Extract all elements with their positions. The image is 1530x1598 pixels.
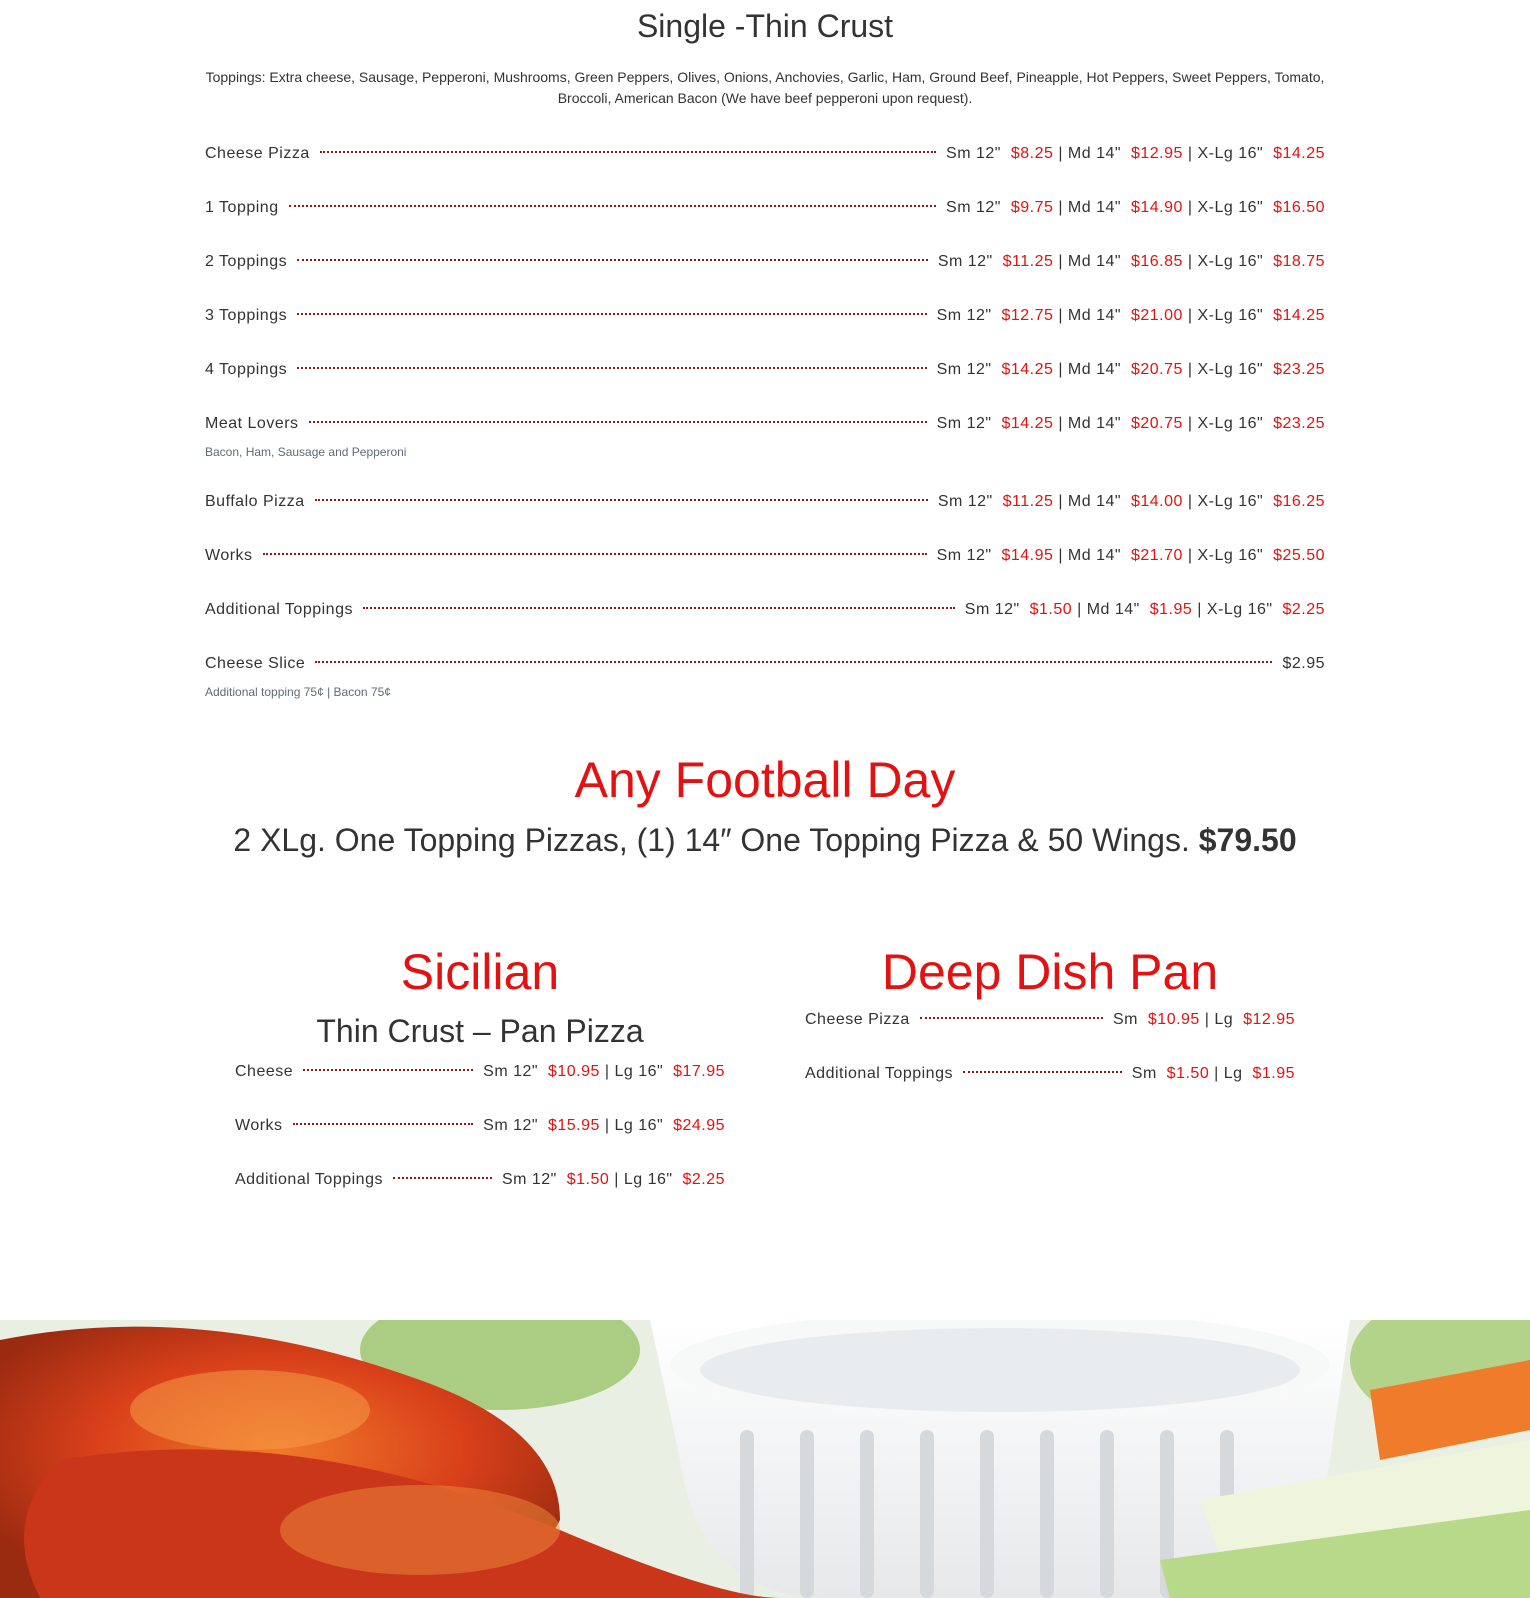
menu-item — [205, 358, 1325, 412]
size-label: X-Lg 16" — [1197, 253, 1264, 270]
dotted-leader — [289, 205, 936, 207]
size-label: X-Lg 16" — [1206, 601, 1273, 618]
menu-item-name: 1 Topping — [205, 199, 279, 216]
size-label: Md 14" — [1067, 547, 1122, 564]
price: $16.50 — [1273, 199, 1325, 216]
menu-item-prices: Sm 12" $14.25 | Md 14" $20.75 | X-Lg 16" $23.25 — [936, 415, 1325, 432]
price: $21.70 — [1130, 547, 1183, 564]
menu-item-name: Cheese Pizza — [805, 1011, 910, 1028]
menu-item — [805, 1008, 1295, 1062]
deep-dish-title: Deep Dish Pan — [881, 944, 1219, 1000]
size-label: Sm 12" — [946, 199, 1001, 216]
dotted-leader — [363, 607, 955, 609]
size-label: Sm 12" — [946, 145, 1001, 162]
dotted-leader — [920, 1017, 1103, 1019]
dotted-leader — [263, 553, 927, 555]
price: $25.50 — [1273, 547, 1325, 564]
thin-crust-section — [205, 0, 1325, 730]
size-label: Lg 16" — [614, 1063, 664, 1080]
menu-item-prices: Sm 12" $14.95 | Md 14" $21.70 | X-Lg 16" $25.50 — [936, 547, 1325, 564]
price: $18.75 — [1273, 253, 1325, 270]
size-label: Md 14" — [1067, 415, 1122, 432]
size-label: X-Lg 16" — [1197, 493, 1264, 510]
dotted-leader — [297, 259, 928, 261]
sicilian-title: Sicilian — [400, 944, 560, 1000]
size-label: X-Lg 16" — [1197, 361, 1264, 378]
menu-item-prices: Sm 12" $15.95 | Lg 16" $24.95 — [483, 1117, 725, 1134]
dotted-leader — [309, 421, 927, 423]
menu-item-name: 4 Toppings — [205, 361, 288, 378]
menu-item-prices: Sm 12" $10.95 | Lg 16" $17.95 — [483, 1063, 725, 1080]
menu-item — [235, 1168, 725, 1222]
deep-dish-section — [805, 940, 1295, 1116]
size-label: Md 14" — [1067, 253, 1122, 270]
menu-item-prices: Sm $1.50 | Lg $1.95 — [1131, 1065, 1295, 1082]
thin-crust-title: Single -Thin Crust — [636, 8, 894, 44]
price: $14.25 — [1273, 307, 1325, 324]
menu-item — [205, 490, 1325, 544]
promo-price: $79.50 — [1198, 822, 1297, 858]
price: $20.75 — [1130, 361, 1183, 378]
size-label: Sm 12" — [483, 1117, 539, 1134]
price: $14.90 — [1130, 199, 1183, 216]
toppings-list: Toppings: Extra cheese, Sausage, Pepperoni, Mushrooms, Green Peppers, Olives, Onions, Anchovies, Garlic, Ham, Ground Beef, Pineapple, Hot Peppers, Sweet Peppers, Tomato, Broccoli, American Bacon (We have beef pepperoni upon request). — [205, 69, 1325, 106]
size-label: Lg — [1223, 1065, 1243, 1082]
menu-item-name: Cheese Pizza — [205, 145, 310, 162]
menu-item-note: Bacon, Ham, Sausage and Pepperoni — [205, 445, 407, 459]
size-label: Md 14" — [1086, 601, 1140, 618]
size-label: X-Lg 16" — [1197, 199, 1264, 216]
menu-item-name: Additional Toppings — [805, 1065, 953, 1082]
menu-item-note: Additional topping 75¢ | Bacon 75¢ — [205, 685, 391, 699]
price: $1.95 — [1149, 601, 1193, 618]
size-label: X-Lg 16" — [1197, 145, 1264, 162]
price: $16.85 — [1130, 253, 1183, 270]
menu-item — [205, 142, 1325, 196]
size-label: Sm 12" — [936, 547, 992, 564]
size-label: X-Lg 16" — [1197, 547, 1264, 564]
menu-item-name: Additional Toppings — [205, 601, 353, 618]
size-label: Sm 12" — [501, 1171, 557, 1188]
price: $8.25 — [1010, 145, 1054, 162]
price: $9.75 — [1010, 199, 1054, 216]
price: $2.95 — [1282, 655, 1325, 672]
price: $1.95 — [1252, 1065, 1295, 1082]
menu-item-prices: Sm $10.95 | Lg $12.95 — [1113, 1011, 1295, 1028]
price: $14.25 — [1001, 361, 1054, 378]
menu-item-prices: Sm 12" $11.25 | Md 14" $14.00 | X-Lg 16" $16.25 — [937, 493, 1325, 510]
menu-item-prices: Sm 12" $9.75 | Md 14" $14.90 | X-Lg 16" $16.50 — [946, 199, 1325, 216]
wings-photo — [0, 1320, 1530, 1598]
promo-description: 2 XLg. One Topping Pizzas, (1) 14″ One Topping Pizza & 50 Wings. — [233, 822, 1190, 858]
deep-dish-menu — [805, 1008, 1295, 1116]
price: $16.25 — [1273, 493, 1325, 510]
size-label: Md 14" — [1067, 361, 1122, 378]
menu-item — [235, 1114, 725, 1168]
dotted-leader — [297, 367, 927, 369]
menu-item — [805, 1062, 1295, 1116]
price: $11.25 — [1002, 493, 1054, 510]
menu-item — [205, 196, 1325, 250]
size-label: Lg — [1214, 1011, 1234, 1028]
menu-item-prices: Sm 12" $14.25 | Md 14" $20.75 | X-Lg 16" $23.25 — [936, 361, 1325, 378]
menu-item — [205, 304, 1325, 358]
menu-item-name: 2 Toppings — [205, 253, 288, 270]
size-label: X-Lg 16" — [1197, 415, 1264, 432]
price: $14.25 — [1001, 415, 1054, 432]
dotted-leader — [303, 1069, 473, 1071]
menu-item — [235, 1060, 725, 1114]
sicilian-subtitle: Thin Crust – Pan Pizza — [316, 1013, 644, 1049]
size-label: Md 14" — [1067, 199, 1122, 216]
price: $15.95 — [547, 1117, 600, 1134]
menu-item-name: Cheese — [235, 1063, 294, 1080]
price: $10.95 — [547, 1063, 600, 1080]
dotted-leader — [963, 1071, 1122, 1073]
price: $17.95 — [673, 1063, 725, 1080]
thin-crust-menu — [205, 142, 1325, 730]
menu-item — [205, 598, 1325, 652]
size-label: Md 14" — [1067, 493, 1122, 510]
price: $23.25 — [1273, 415, 1325, 432]
size-label: Sm 12" — [937, 253, 993, 270]
sicilian-menu — [235, 1060, 725, 1222]
price: $2.25 — [1282, 601, 1325, 618]
menu-item-prices: Sm 12" $1.50 | Md 14" $1.95 | X-Lg 16" $2.25 — [964, 601, 1325, 618]
price: $2.25 — [682, 1171, 725, 1188]
size-label: Md 14" — [1067, 307, 1122, 324]
price: $1.50 — [1029, 601, 1073, 618]
price: $1.50 — [1166, 1065, 1210, 1082]
promo-title: Any Football Day — [574, 752, 956, 808]
dotted-leader — [297, 313, 927, 315]
dotted-leader — [393, 1177, 492, 1179]
price: $12.95 — [1243, 1011, 1295, 1028]
promo-text — [0, 822, 1530, 858]
menu-item-prices: Sm 12" $12.75 | Md 14" $21.00 | X-Lg 16" $14.25 — [936, 307, 1325, 324]
size-label: Sm — [1113, 1011, 1138, 1028]
menu-item-name: Meat Lovers — [205, 415, 299, 432]
menu-item-name: Works — [205, 547, 253, 564]
price: $14.25 — [1273, 145, 1325, 162]
menu-item-name: Cheese Slice — [205, 655, 306, 672]
menu-item-name: 3 Toppings — [205, 307, 288, 324]
menu-item-prices: Sm 12" $8.25 | Md 14" $12.95 | X-Lg 16" $14.25 — [946, 145, 1325, 162]
price: $23.25 — [1273, 361, 1325, 378]
price: $1.50 — [566, 1171, 610, 1188]
size-label: Sm 12" — [483, 1063, 539, 1080]
price: $12.75 — [1001, 307, 1054, 324]
price: $12.95 — [1130, 145, 1183, 162]
menu-item-name: Works — [235, 1117, 283, 1134]
menu-item-name: Buffalo Pizza — [205, 493, 305, 510]
size-label: Sm 12" — [936, 307, 992, 324]
price: $11.25 — [1002, 253, 1054, 270]
size-label: X-Lg 16" — [1197, 307, 1264, 324]
dotted-leader — [315, 661, 1272, 663]
size-label: Sm — [1131, 1065, 1157, 1082]
price: $14.00 — [1130, 493, 1183, 510]
price: $24.95 — [673, 1117, 725, 1134]
size-label: Sm 12" — [964, 601, 1020, 618]
wings-photo-illustration — [0, 1320, 1530, 1598]
size-label: Sm 12" — [937, 493, 993, 510]
size-label: Lg 16" — [623, 1171, 673, 1188]
size-label: Lg 16" — [614, 1117, 664, 1134]
sicilian-section — [235, 940, 725, 1222]
price: $21.00 — [1130, 307, 1183, 324]
menu-item-prices — [1282, 652, 1325, 676]
dotted-leader — [320, 151, 936, 153]
menu-item — [205, 544, 1325, 598]
price: $20.75 — [1130, 415, 1183, 432]
price: $14.95 — [1001, 547, 1054, 564]
menu-item-name: Additional Toppings — [235, 1171, 383, 1188]
menu-item-prices: Sm 12" $11.25 | Md 14" $16.85 | X-Lg 16" $18.75 — [937, 253, 1325, 270]
dotted-leader — [315, 499, 928, 501]
size-label: Sm 12" — [936, 361, 992, 378]
price: $10.95 — [1147, 1011, 1200, 1028]
size-label: Sm 12" — [936, 415, 992, 432]
menu-item-prices: Sm 12" $1.50 | Lg 16" $2.25 — [501, 1171, 725, 1188]
dotted-leader — [293, 1123, 474, 1125]
menu-item — [205, 250, 1325, 304]
size-label: Md 14" — [1067, 145, 1122, 162]
